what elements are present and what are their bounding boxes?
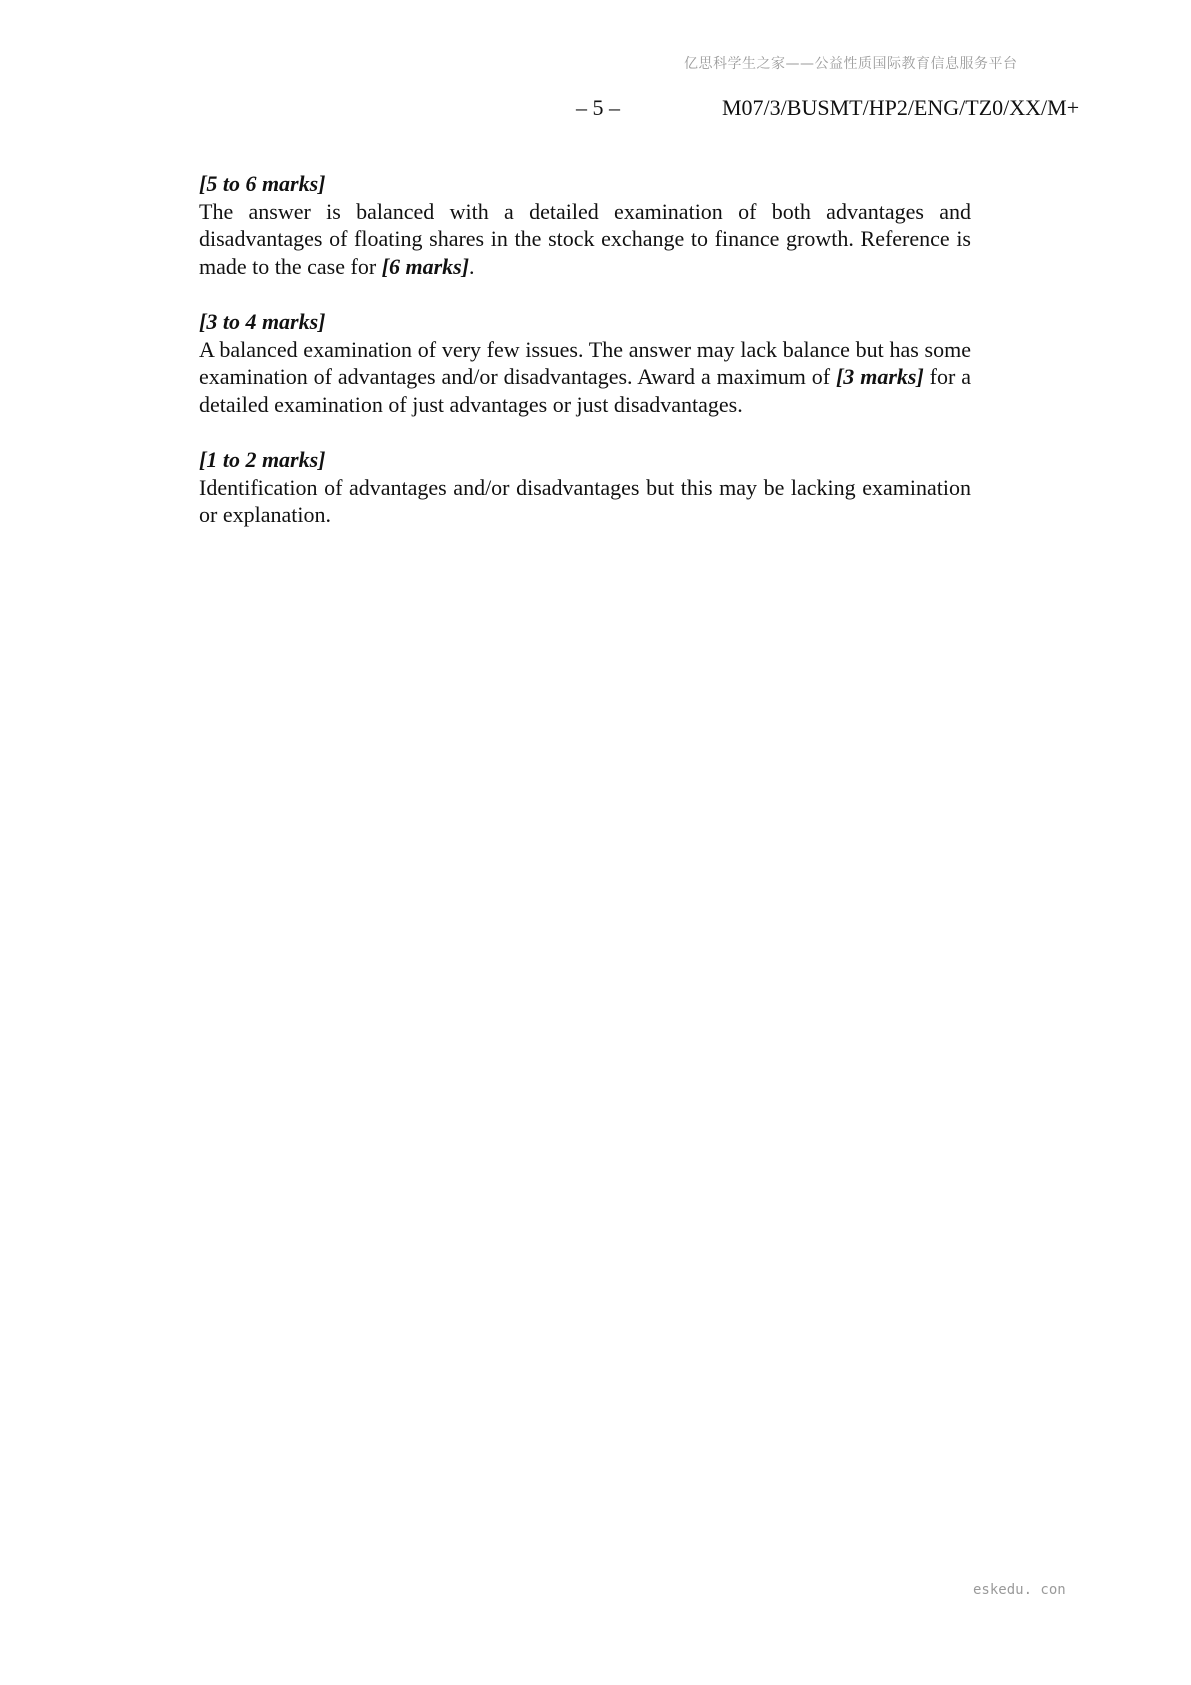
markband-descriptor: [199, 474, 971, 529]
markband-3-to-4: [199, 308, 971, 418]
markband-descriptor: [199, 198, 971, 281]
page-number: – 5 –: [576, 95, 620, 120]
descriptor-text: .: [469, 253, 475, 279]
descriptor-text: Identification of advantages and/or disadvantages but this may be lacking examination or explanation.: [199, 474, 971, 527]
markband-heading: [3 to 4 marks]: [199, 309, 326, 334]
mark-reference: [6 marks]: [381, 253, 470, 279]
watermark-bottom: eskedu. con: [973, 1582, 1066, 1598]
exam-code: M07/3/BUSMT/HP2/ENG/TZ0/XX/M+: [722, 95, 1080, 120]
mark-reference: [3 marks]: [835, 364, 924, 389]
markband-1-to-2: [199, 446, 971, 529]
watermark-top: 亿思科学生之家——公益性质国际教育信息服务平台: [684, 56, 1018, 72]
descriptor-text: for a detailed examination of just advantages or just disadvantages.: [199, 364, 972, 417]
markband-5-to-6: [199, 170, 971, 280]
markband-descriptor: [199, 336, 971, 419]
markband-heading: [5 to 6 marks]: [199, 171, 326, 196]
descriptor-text: The answer is balanced with a detailed examination of both advantages and disadvantages of floating shares in the stock exchange to finance growth. Reference is made to the case for: [199, 198, 971, 279]
markband-heading: [1 to 2 marks]: [199, 447, 326, 472]
markscheme-content: [199, 170, 971, 557]
page-header: [0, 95, 1191, 125]
descriptor-text: A balanced examination of very few issues. The answer may lack balance but has some examination of advantages and/or disadvantages. Award a maximum of: [199, 336, 971, 389]
